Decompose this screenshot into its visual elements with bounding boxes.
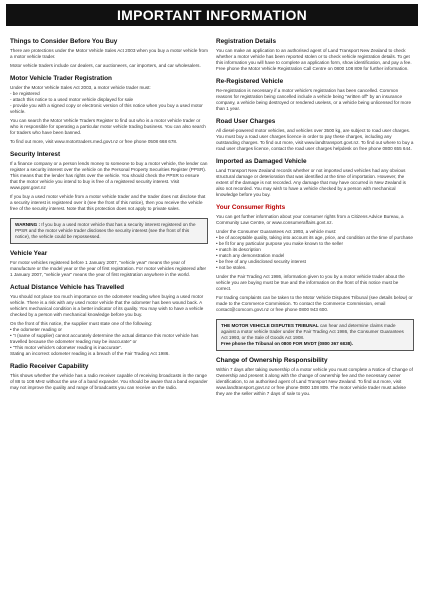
- section-change-of-ownership: [216, 357, 414, 397]
- paragraph: All diesel-powered motor vehicles, and vehicles over 3500 kg, are subject to road user charges. You must buy a road user charges licence in order to pay these charges, including any outstanding charges. To find out more, visit www.landtransport.govt.nz. To find out where to buy a road user charges licence, contact the road user charges helpdesk on free phone 0800 655 644.: [216, 128, 414, 151]
- list-item: • the odometer reading or: [10, 327, 62, 332]
- paragraph: There are protections under the Motor Vehicle Sales Act 2003 when you buy a motor vehicle from a motor vehicle trader.: [10, 48, 208, 59]
- list-item: - attach this notice to a used motor vehicle displayed for sale: [10, 97, 134, 102]
- list-item: • be fit for any particular purpose you make known to the seller: [216, 241, 343, 246]
- section-heading: Re-Registered Vehicle: [216, 78, 284, 85]
- tribunal-box: [216, 319, 414, 351]
- tribunal-text: [221, 323, 409, 341]
- paragraph: Land Transport New Zealand records whether or not imported used vehicles had any obvious structural damage or deterioration that was identified at the time of importation. However, the extent of the damage is not recorded. Any damage that may have occurred in New Zealand is also not recorded. You may wish to have a vehicle checked by a person with mechanical knowledge before you buy.: [216, 168, 406, 197]
- paragraph: If you buy a used motor vehicle from a motor vehicle trader and the trader does not disclose that a security interest is registered over it (see the front of this notice), then you receive the vehicle free of the security interest. Note that this protection does not apply to private sales.: [10, 194, 206, 211]
- list-item: • "I (name of supplier) cannot accurately determine the actual distance this motor vehicle has travelled because the odometer reading may be inaccurate" or: [10, 333, 199, 344]
- section-heading: Actual Distance Vehicle has Travelled: [10, 284, 125, 291]
- paragraph: For trading complaints can be taken to the Motor Vehicle Disputes Tribunal (see details below) or made to the Commerce Commission. To contact the Commerce Commission, email contact@comcom.govt.nz or free phone 0800 943 600.: [216, 295, 413, 312]
- paragraph: Under the Motor Vehicle Sales Act 2003, a motor vehicle trader must:: [10, 85, 151, 90]
- section-heading: Your Consumer Rights: [216, 204, 286, 211]
- section-things-to-consider: [10, 38, 208, 69]
- section-heading: Security Interest: [10, 151, 61, 158]
- section-radio-receiver: [10, 363, 208, 391]
- paragraph: If a finance company or a person lends money to someone to buy a motor vehicle, the lender can register a security interest over the vehicle on the Personal Property Securities Register (PPSR). This means that the lender has rights over the vehicle. You should check the PPSR to ensure that the motor vehicle you intend to buy is free of a registered security interest. Visit www.ppsr.govt.nz: [10, 161, 208, 190]
- section-heading: Radio Receiver Capability: [10, 363, 89, 370]
- warning-body: If you buy a used motor vehicle that has a security interest registered on the PPSR and the motor vehicle trader discloses the security interest (see the front of this notice), the vehicle could be repossessed.: [15, 222, 196, 239]
- paragraph: Within 7 days after taking ownership of a motor vehicle you must complete a Notice of Change of Ownership and present it along with the change of ownership fee and the necessary owner identification, to an authorised agent of Land Transport New Zealand. To find out more, visit www.landtransport.govt.nz or free phone 0800 108 809. The motor vehicle trader must advise they are the seller within 7 days of sale to you.: [216, 367, 413, 396]
- paragraph: On the front of this notice, the supplier must state one of the following:: [10, 321, 153, 326]
- paragraph: Under the Consumer Guarantees Act 1993, a vehicle must:: [216, 229, 337, 234]
- tribunal-body: can hear and determine claims made against a motor vehicle trader under the Fair Trading Act 1986, the Consumer Guarantees Act 1993, or the Sale of Goods Act 1908.: [221, 323, 404, 340]
- list-item: • match its description: [216, 247, 261, 252]
- paragraph: You can search the Motor Vehicle Traders Register to find out who is a motor vehicle trader or who is responsible for operating a particular motor vehicle trading business. You can also search for traders who have been banned.: [10, 118, 206, 135]
- left-column: [10, 38, 208, 596]
- list-item: - be registered: [10, 91, 40, 96]
- section-heading: Things to Consider Before You Buy: [10, 38, 118, 45]
- right-column: [216, 38, 414, 596]
- section-heading: Motor Vehicle Trader Registration: [10, 75, 112, 82]
- section-vehicle-year: [10, 250, 208, 278]
- section-registration-details: [216, 38, 414, 72]
- list-item: - provide you with a signed copy or electronic version of this notice when you buy a used motor vehicle.: [10, 103, 203, 114]
- section-imported-damaged: [216, 158, 414, 198]
- paragraph: You can make an application to an authorised agent of Land Transport New Zealand to check whether a motor vehicle has been reported stolen or to check vehicle registration details. To get this information you will have to complete an application form, show identification, and pay a fee. Free phone the Motor Vehicle Registration Call Centre on 0800 108 809 for further information.: [216, 48, 412, 71]
- section-heading: Vehicle Year: [10, 250, 48, 257]
- section-road-user-charges: [216, 118, 414, 152]
- paragraph: To find out more, visit www.motortraders.med.govt.nz or free phone 0508 668 678.: [10, 139, 178, 144]
- list-item: • be of acceptable quality, taking into account its age, price, and condition at the time of purchase: [216, 235, 413, 240]
- section-heading: Registration Details: [216, 38, 277, 45]
- section-heading: Change of Ownership Responsibility: [216, 357, 328, 364]
- warning-text: [15, 222, 203, 240]
- tribunal-label: THE MOTOR VEHICLE DISPUTES TRIBUNAL: [221, 323, 319, 328]
- paragraph: You can get further information about your consumer rights from a Citizens Advice Bureau, a Community Law Centre, or www.consumeraffairs.govt.nz.: [216, 214, 404, 225]
- paragraph: Stating an incorrect odometer reading is a breach of the Fair Trading Act 1986.: [10, 351, 170, 356]
- section-re-registered: [216, 78, 414, 112]
- warning-box: [10, 218, 208, 244]
- page-title: IMPORTANT INFORMATION: [6, 4, 418, 26]
- section-heading: Imported as Damaged Vehicle: [216, 158, 307, 165]
- paragraph: Motor vehicle traders include car dealers, car auctioneers, car importers, and car wholesalers.: [10, 63, 201, 68]
- section-heading: Road User Charges: [216, 118, 276, 125]
- section-security-interest: [10, 151, 208, 212]
- list-item: • match any demonstration model: [216, 253, 285, 258]
- warning-label: WARNING :: [15, 222, 41, 227]
- paragraph: Re-registration is necessary if a motor vehicle's registration has been cancelled. Common reasons for registration being cancelled include a vehicle being "written off" by an insurance company, a vehicle being destroyed or rendered useless, or a vehicle being unlicensed for more than 1 year.: [216, 88, 412, 111]
- paragraph: This shows whether the vehicle has a radio receiver capable of receiving broadcasts in the range of 88 to 108 MHz without the use of a band expander. You should be aware that a band expander may not improve the quality and range of broadcasts you can receive on the radio.: [10, 373, 208, 390]
- tribunal-phone: Free phone the Tribunal on 0800 FOR MVDT (0800 367 6838).: [221, 341, 353, 346]
- paragraph: You should not place too much importance on the odometer reading when buying a used motor vehicle. There is a risk with any used motor vehicle that the odometer has been wound back. A vehicle's mechanical condition is a better indicator of its quality. You may wish to have a vehicle checked by a person with mechanical knowledge before you buy.: [10, 294, 204, 317]
- list-item: • "This motor vehicle's odometer reading is inaccurate".: [10, 345, 123, 350]
- section-distance-travelled: [10, 284, 208, 357]
- section-consumer-rights: [216, 204, 414, 313]
- section-trader-registration: [10, 75, 208, 145]
- list-item: • not be stolen.: [216, 265, 247, 270]
- paragraph: Under the Fair Trading Act 1986, information given to you by a motor vehicle trader about the vehicle you are buying must be true and the information on the front of this notice must be correct.: [216, 274, 405, 291]
- paragraph: For motor vehicles registered before 1 January 2007, "vehicle year" means the year of manufacture or the model year or the year of first registration. For motor vehicles registered after 1 January 2007, "vehicle year" means the year of first registration anywhere in the world.: [10, 260, 207, 277]
- list-item: • be free of any undisclosed security interest: [216, 259, 306, 264]
